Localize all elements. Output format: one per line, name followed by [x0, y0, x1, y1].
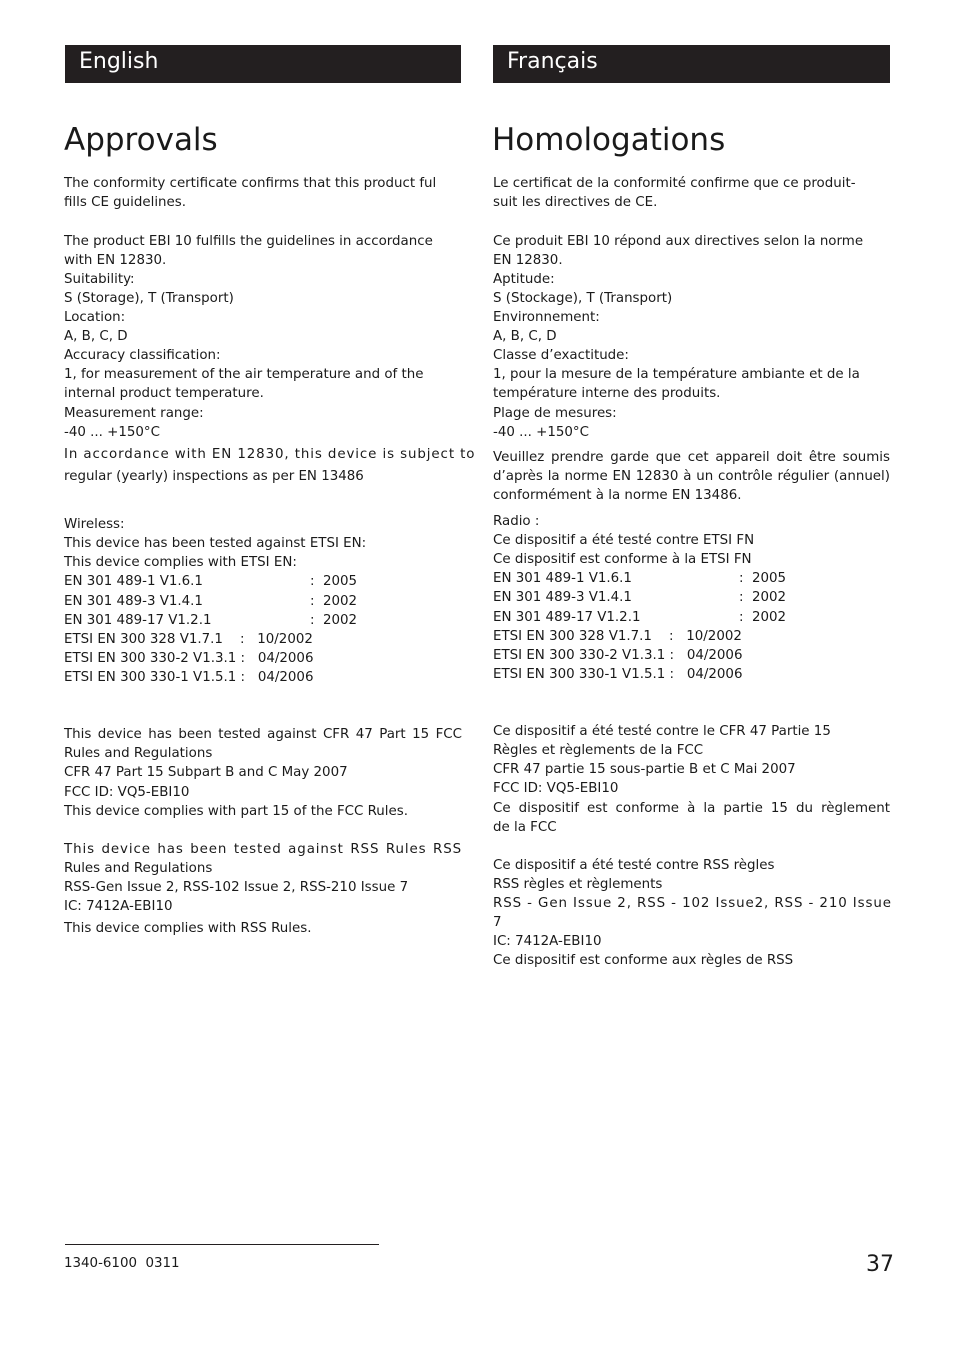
- text-line: Classe d’exactitude:: [493, 348, 629, 363]
- separator: :: [739, 610, 744, 625]
- text-line: Rules and Regulations: [64, 746, 213, 761]
- text-line: regular (yearly) inspections as per EN 13486: [64, 469, 364, 484]
- text-line: ETSI EN 300 330-1 V1.5.1 : 04/2006: [493, 667, 743, 682]
- text-line: Environnement:: [493, 310, 600, 325]
- text-line: This device has been tested against CFR 47 Part 15 FCC: [64, 727, 462, 742]
- language-header-english: English: [65, 45, 461, 83]
- text-line: EN 12830.: [493, 253, 563, 268]
- standard-name: EN 301 489-1 V1.6.1: [64, 574, 203, 589]
- footer-divider: [65, 1244, 379, 1245]
- text-line: CFR 47 partie 15 sous-partie B et C Mai 2007: [493, 762, 796, 777]
- text-line: Aptitude:: [493, 272, 555, 287]
- text-line: Radio :: [493, 514, 540, 529]
- text-line: ETSI EN 300 330-2 V1.3.1 : 04/2006: [64, 651, 314, 666]
- text-line: Location:: [64, 310, 126, 325]
- text-line: -40 ... +150°C: [493, 425, 589, 440]
- document-code: 1340-6100 0311: [64, 1256, 180, 1271]
- standard-year: 2002: [323, 594, 358, 609]
- standard-name: EN 301 489-3 V1.4.1: [64, 594, 203, 609]
- text-line: ETSI EN 300 328 V1.7.1 : 10/2002: [64, 632, 313, 647]
- text-line: S (Storage), T (Transport): [64, 291, 234, 306]
- standard-name: EN 301 489-3 V1.4.1: [493, 590, 632, 605]
- text-line: The product EBI 10 fulfills the guidelines in accordance: [64, 234, 433, 249]
- separator: :: [739, 590, 744, 605]
- text-line: IC: 7412A-EBI10: [493, 934, 602, 949]
- text-line: S (Stockage), T (Transport): [493, 291, 673, 306]
- standard-name: EN 301 489-17 V1.2.1: [493, 610, 641, 625]
- text-line: RSS - Gen Issue 2, RSS - 102 Issue2, RSS - 210 Issue: [493, 896, 892, 911]
- text-line: This device has been tested against ETSI EN:: [64, 536, 367, 551]
- standard-name: EN 301 489-1 V1.6.1: [493, 571, 632, 586]
- text-line: FCC ID: VQ5-EBI10: [64, 785, 190, 800]
- text-line: suit les directives de CE.: [493, 195, 658, 210]
- text-line: This device has been tested against RSS Rules RSS: [64, 842, 462, 857]
- text-line: Plage de mesures:: [493, 406, 617, 421]
- separator: :: [310, 574, 315, 589]
- text-line: RSS règles et règlements: [493, 877, 663, 892]
- text-line: RSS-Gen Issue 2, RSS-102 Issue 2, RSS-210 Issue 7: [64, 880, 409, 895]
- text-line: Ce dispositif a été testé contre le CFR 47 Partie 15: [493, 724, 831, 739]
- text-line: -40 ... +150°C: [64, 425, 160, 440]
- text-line: Ce dispositif est conforme à la partie 15 du règlement: [493, 801, 890, 816]
- text-line: IC: 7412A-EBI10: [64, 899, 173, 914]
- page-title-homologations: Homologations: [492, 122, 726, 158]
- text-line: température interne des produits.: [493, 386, 721, 401]
- text-line: fills CE guidelines.: [64, 195, 187, 210]
- text-line: Ce dispositif est conforme à la ETSI FN: [493, 552, 752, 567]
- standard-name: EN 301 489-17 V1.2.1: [64, 613, 212, 628]
- text-line: Ce dispositif a été testé contre ETSI FN: [493, 533, 755, 548]
- separator: :: [310, 613, 315, 628]
- text-line: Ce dispositif a été testé contre RSS règles: [493, 858, 775, 873]
- language-header-french: Français: [493, 45, 890, 83]
- text-line: In accordance with EN 12830, this device is subject to: [64, 447, 476, 462]
- standard-year: 2002: [752, 590, 787, 605]
- text-line: internal product temperature.: [64, 386, 264, 401]
- text-line: 7: [493, 915, 502, 930]
- text-line: Suitability:: [64, 272, 135, 287]
- standard-year: 2002: [323, 613, 358, 628]
- text-line: Ce produit EBI 10 répond aux directives selon la norme: [493, 234, 864, 249]
- text-line: conformément à la norme EN 13486.: [493, 488, 742, 503]
- text-line: This device complies with ETSI EN:: [64, 555, 297, 570]
- page-title-approvals: Approvals: [64, 122, 218, 158]
- text-line: Veuillez prendre garde que cet appareil doit être soumis: [493, 450, 890, 465]
- text-line: This device complies with part 15 of the FCC Rules.: [64, 804, 408, 819]
- text-line: Le certificat de la conformité confirme que ce produit-: [493, 176, 856, 191]
- text-line: ETSI EN 300 328 V1.7.1 : 10/2002: [493, 629, 742, 644]
- text-line: Ce dispositif est conforme aux règles de RSS: [493, 953, 794, 968]
- text-line: Measurement range:: [64, 406, 204, 421]
- text-line: A, B, C, D: [493, 329, 557, 344]
- separator: :: [739, 571, 744, 586]
- text-line: de la FCC: [493, 820, 557, 835]
- text-line: d’après la norme EN 12830 à un contrôle régulier (annuel): [493, 469, 890, 484]
- text-line: 1, for measurement of the air temperature and of the: [64, 367, 424, 382]
- text-line: 1, pour la mesure de la température ambiante et de la: [493, 367, 860, 382]
- text-line: The conformity certificate confirms that this product ful: [64, 176, 437, 191]
- page-number: 37: [866, 1252, 894, 1277]
- text-line: A, B, C, D: [64, 329, 128, 344]
- text-line: Règles et règlements de la FCC: [493, 743, 704, 758]
- separator: :: [310, 594, 315, 609]
- standard-year: 2005: [752, 571, 787, 586]
- text-line: with EN 12830.: [64, 253, 167, 268]
- text-line: Rules and Regulations: [64, 861, 213, 876]
- text-line: FCC ID: VQ5-EBI10: [493, 781, 619, 796]
- standard-year: 2005: [323, 574, 358, 589]
- text-line: This device complies with RSS Rules.: [64, 921, 312, 936]
- standard-year: 2002: [752, 610, 787, 625]
- text-line: Accuracy classification:: [64, 348, 221, 363]
- text-line: Wireless:: [64, 517, 125, 532]
- text-line: CFR 47 Part 15 Subpart B and C May 2007: [64, 765, 348, 780]
- text-line: ETSI EN 300 330-1 V1.5.1 : 04/2006: [64, 670, 314, 685]
- text-line: ETSI EN 300 330-2 V1.3.1 : 04/2006: [493, 648, 743, 663]
